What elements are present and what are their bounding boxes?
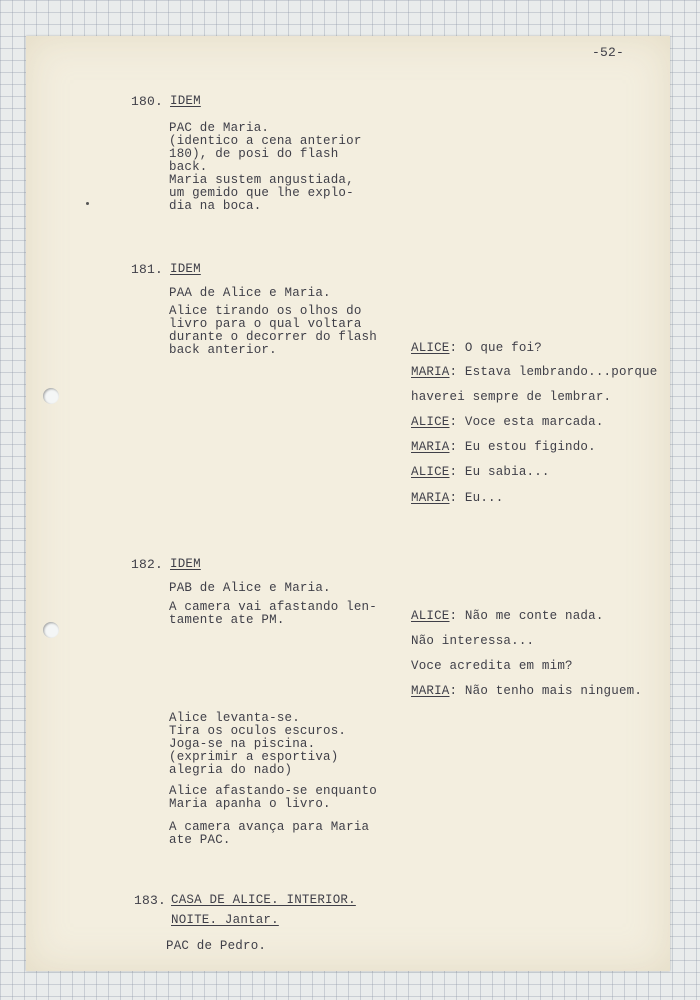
direction-line: (exprimir a esportiva) (169, 750, 339, 764)
direction-line: tamente ate PM. (169, 613, 285, 627)
direction-line: Tira os oculos escuros. (169, 724, 347, 738)
scene-heading: IDEM (170, 557, 201, 571)
dialogue-text: : Não tenho mais ninguem. (449, 684, 643, 698)
speaker-name: ALICE (411, 415, 450, 429)
dialogue-line (411, 635, 534, 648)
speaker-name: MARIA (411, 684, 450, 698)
dialogue-line (411, 416, 604, 429)
direction-line: (identico a cena anterior (169, 134, 362, 148)
punch-hole-top (43, 388, 59, 404)
direction-line: PAC de Maria. (169, 121, 270, 135)
direction-line: alegria do nado) (169, 763, 293, 777)
dialogue-text: : O que foi? (449, 341, 542, 355)
subheading-rest: . Jantar. (209, 913, 279, 927)
scene-heading: CASA DE ALICE. INTERIOR. (171, 893, 356, 907)
direction-line: A camera vai afastando len- (169, 600, 377, 614)
speaker-name: ALICE (411, 341, 450, 355)
ink-speck (86, 202, 89, 205)
scene-heading: IDEM (170, 94, 201, 108)
dialogue-text: : Eu estou figindo. (449, 440, 596, 454)
direction-line: ate PAC. (169, 833, 231, 847)
dialogue-line (411, 610, 604, 623)
dialogue-text: : Eu sabia... (449, 465, 550, 479)
speaker-name: MARIA (411, 440, 450, 454)
speaker-name: ALICE (411, 465, 450, 479)
dialogue-line (411, 342, 542, 355)
direction-line: PAB de Alice e Maria. (169, 581, 331, 595)
direction-line: Alice afastando-se enquanto (169, 784, 377, 798)
time-of-day: NOITE (171, 913, 210, 927)
punch-hole-bottom (43, 622, 59, 638)
direction-line: PAA de Alice e Maria. (169, 286, 331, 300)
script-page (26, 36, 670, 971)
dialogue-text: : Voce esta marcada. (449, 415, 604, 429)
dialogue-text: Voce acredita em mim? (411, 659, 573, 673)
direction-line: Maria apanha o livro. (169, 797, 331, 811)
direction-line: Alice levanta-se. (169, 711, 300, 725)
speaker-name: MARIA (411, 491, 450, 505)
dialogue-text: : Não me conte nada. (449, 609, 604, 623)
direction-line: 180), de posi do flash (169, 147, 339, 161)
direction-line: Alice tirando os olhos do (169, 304, 362, 318)
dialogue-line (411, 466, 550, 479)
direction-line: livro para o qual voltara (169, 317, 362, 331)
dialogue-line (411, 441, 596, 454)
direction-line: back anterior. (169, 343, 277, 357)
dialogue-line (411, 391, 611, 404)
dialogue-text: Não interessa... (411, 634, 535, 648)
direction-line: durante o decorrer do flash (169, 330, 377, 344)
direction-line: PAC de Pedro. (166, 939, 267, 953)
dialogue-line (411, 366, 657, 379)
dialogue-line (411, 660, 573, 673)
scene-subheading (171, 914, 279, 927)
direction-line: dia na boca. (169, 199, 262, 213)
scene-heading: IDEM (170, 262, 201, 276)
speaker-name: MARIA (411, 365, 450, 379)
dialogue-line (411, 685, 642, 698)
direction-line: back. (169, 160, 208, 174)
page-number: -52- (592, 45, 625, 60)
speaker-name: ALICE (411, 609, 450, 623)
dialogue-text: : Estava lembrando...porque (449, 365, 658, 379)
scene-number: 182. (131, 557, 164, 572)
dialogue-text: haverei sempre de lembrar. (411, 390, 612, 404)
direction-line: um gemido que lhe explo- (169, 186, 354, 200)
dialogue-line (411, 492, 503, 505)
scene-number: 181. (131, 262, 164, 277)
direction-line: A camera avança para Maria (169, 820, 370, 834)
direction-line: Maria sustem angustiada, (169, 173, 354, 187)
direction-line: Joga-se na piscina. (169, 737, 316, 751)
dialogue-text: : Eu... (449, 491, 504, 505)
scene-number: 183. (134, 893, 167, 908)
scene-number: 180. (131, 94, 164, 109)
